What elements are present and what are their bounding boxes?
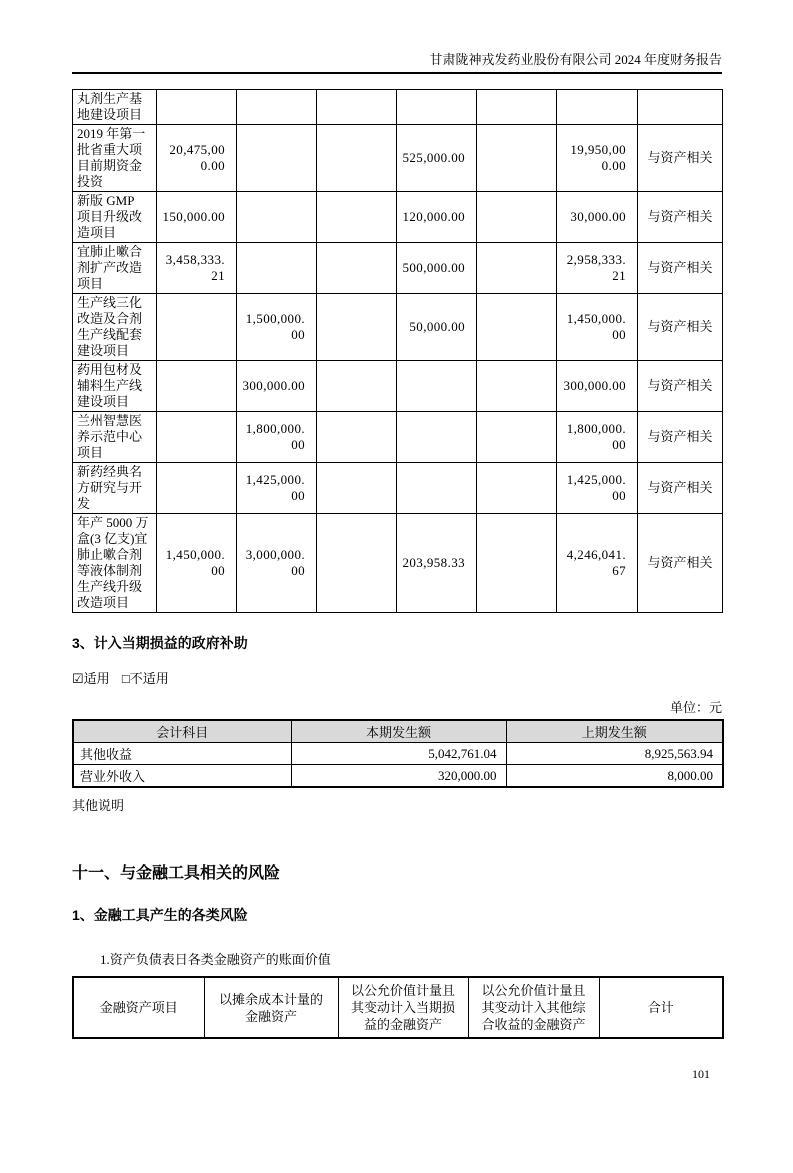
- column-header-account: 会计科目: [73, 720, 291, 743]
- table-cell: 320,000.00: [291, 765, 506, 788]
- table-cell: [317, 243, 397, 294]
- table-cell: 525,000.00: [397, 125, 477, 192]
- unit-label: 单位：元: [669, 700, 722, 715]
- table-cell: 1,500,000.00: [237, 294, 317, 361]
- column-header-fvtpl: 以公允价值计量且其变动计入当期损益的金融资产: [338, 977, 468, 1038]
- table-cell: 与资产相关: [638, 125, 723, 192]
- table-cell: 1,450,000.00: [157, 514, 237, 613]
- table-row: [73, 90, 723, 125]
- table-cell: 药用包材及辅料生产线建设项目: [73, 361, 157, 412]
- table-cell: 1,800,000.00: [237, 412, 317, 463]
- table-cell: 1,800,000.00: [557, 412, 638, 463]
- subsidy-projects-table-body: [73, 90, 723, 613]
- table-cell: 与资产相关: [638, 243, 723, 294]
- table-row: [73, 743, 723, 765]
- table-cell: 与资产相关: [638, 412, 723, 463]
- table-cell: 30,000.00: [557, 192, 638, 243]
- table-cell: [397, 361, 477, 412]
- table-cell: [477, 514, 557, 613]
- table-cell: [157, 412, 237, 463]
- table-cell: 与资产相关: [638, 463, 723, 514]
- table-cell: [157, 361, 237, 412]
- table-cell: [237, 192, 317, 243]
- column-header-current-period: 本期发生额: [291, 720, 506, 743]
- table-cell: [397, 463, 477, 514]
- table-cell: [638, 90, 723, 125]
- table-header-row: [73, 720, 723, 743]
- table-cell: [237, 90, 317, 125]
- financial-assets-table: [72, 976, 724, 1039]
- table-cell: [477, 243, 557, 294]
- government-subsidy-projects-table: [72, 89, 723, 613]
- subsidy-profit-loss-table-body: [73, 743, 723, 788]
- table-cell: 1,425,000.00: [237, 463, 317, 514]
- section-3-heading: 3、计入当期损益的政府补助: [72, 635, 248, 651]
- table-cell: 8,000.00: [506, 765, 723, 788]
- table-cell: [477, 90, 557, 125]
- table-cell: 兰州智慧医养示范中心项目: [73, 412, 157, 463]
- table-cell: 其他收益: [73, 743, 291, 765]
- report-title: 甘肃陇神戎发药业股份有限公司 2024 年度财务报告: [429, 52, 722, 67]
- table-cell: 19,950,000.00: [557, 125, 638, 192]
- table-cell: [237, 243, 317, 294]
- table-cell: [397, 412, 477, 463]
- table-row: [73, 361, 723, 412]
- not-applicable-checkbox: □不适用: [121, 671, 169, 686]
- table-cell: [477, 412, 557, 463]
- table-cell: 2019 年第一批省重大项目前期资金投资: [73, 125, 157, 192]
- table-cell: [237, 125, 317, 192]
- table-cell: 5,042,761.04: [291, 743, 506, 765]
- subsidy-profit-loss-table: [72, 719, 724, 788]
- table-cell: [317, 294, 397, 361]
- table-cell: [317, 90, 397, 125]
- table-row: [73, 412, 723, 463]
- table-cell: 20,475,000.00: [157, 125, 237, 192]
- table-cell: 宜肺止嗽合剂扩产改造项目: [73, 243, 157, 294]
- table-cell: 新版 GMP 项目升级改造项目: [73, 192, 157, 243]
- table-cell: [317, 412, 397, 463]
- table-cell: 300,000.00: [557, 361, 638, 412]
- table-cell: [477, 192, 557, 243]
- table-cell: [157, 294, 237, 361]
- column-header-total: 合计: [599, 977, 723, 1038]
- table-cell: 与资产相关: [638, 514, 723, 613]
- table-cell: 新药经典名方研究与开发: [73, 463, 157, 514]
- table-cell: [477, 294, 557, 361]
- report-page: [72, 51, 722, 1082]
- table-cell: [317, 125, 397, 192]
- table-cell: [477, 361, 557, 412]
- applicable-checkbox: ☑适用: [72, 671, 110, 686]
- table-cell: 生产线三化改造及合剂生产线配套建设项目: [73, 294, 157, 361]
- table-cell: 1,425,000.00: [557, 463, 638, 514]
- table-cell: 150,000.00: [157, 192, 237, 243]
- column-header-amortized-cost: 以摊余成本计量的金融资产: [204, 977, 338, 1038]
- subsection-1-heading: 1、金融工具产生的各类风险: [72, 907, 248, 923]
- table-cell: 3,458,333.21: [157, 243, 237, 294]
- table-row: [73, 294, 723, 361]
- table-cell: 年产 5000 万盒(3 亿支)宜肺止嗽合剂等液体制剂生产线升级改造项目: [73, 514, 157, 613]
- table-cell: 1,450,000.00: [557, 294, 638, 361]
- table-cell: 203,958.33: [397, 514, 477, 613]
- table-row: [73, 243, 723, 294]
- table-cell: 8,925,563.94: [506, 743, 723, 765]
- document-header: [72, 51, 722, 74]
- table-cell: [317, 192, 397, 243]
- table-cell: 4,246,041.67: [557, 514, 638, 613]
- table-cell: [157, 90, 237, 125]
- other-notes-label: 其他说明: [72, 798, 125, 813]
- table-cell: [317, 463, 397, 514]
- table-cell: 营业外收入: [73, 765, 291, 788]
- section-11-heading: 十一、与金融工具相关的风险: [72, 865, 281, 882]
- table-cell: 2,958,333.21: [557, 243, 638, 294]
- table-cell: [317, 514, 397, 613]
- page-number: 101: [692, 1067, 710, 1081]
- table-row: [73, 125, 723, 192]
- item-1-label: 1.资产负债表日各类金融资产的账面价值: [100, 952, 331, 967]
- applicability-row: [72, 670, 722, 687]
- table-cell: 丸剂生产基地建设项目: [73, 90, 157, 125]
- table-row: [73, 463, 723, 514]
- table-cell: [157, 463, 237, 514]
- table-cell: [557, 90, 638, 125]
- table-cell: [477, 463, 557, 514]
- table-cell: 500,000.00: [397, 243, 477, 294]
- table-header-row: [73, 977, 723, 1038]
- column-header-prior-period: 上期发生额: [506, 720, 723, 743]
- table-row: [73, 192, 723, 243]
- column-header-asset-item: 金融资产项目: [73, 977, 204, 1038]
- table-cell: 3,000,000.00: [237, 514, 317, 613]
- column-header-fvoci: 以公允价值计量且其变动计入其他综合收益的金融资产: [468, 977, 599, 1038]
- table-cell: 与资产相关: [638, 361, 723, 412]
- table-cell: 120,000.00: [397, 192, 477, 243]
- table-row: [73, 765, 723, 788]
- table-cell: 50,000.00: [397, 294, 477, 361]
- table-row: [73, 514, 723, 613]
- table-cell: [397, 90, 477, 125]
- table-cell: 300,000.00: [237, 361, 317, 412]
- table-cell: 与资产相关: [638, 294, 723, 361]
- table-cell: [317, 361, 397, 412]
- table-cell: 与资产相关: [638, 192, 723, 243]
- table-cell: [477, 125, 557, 192]
